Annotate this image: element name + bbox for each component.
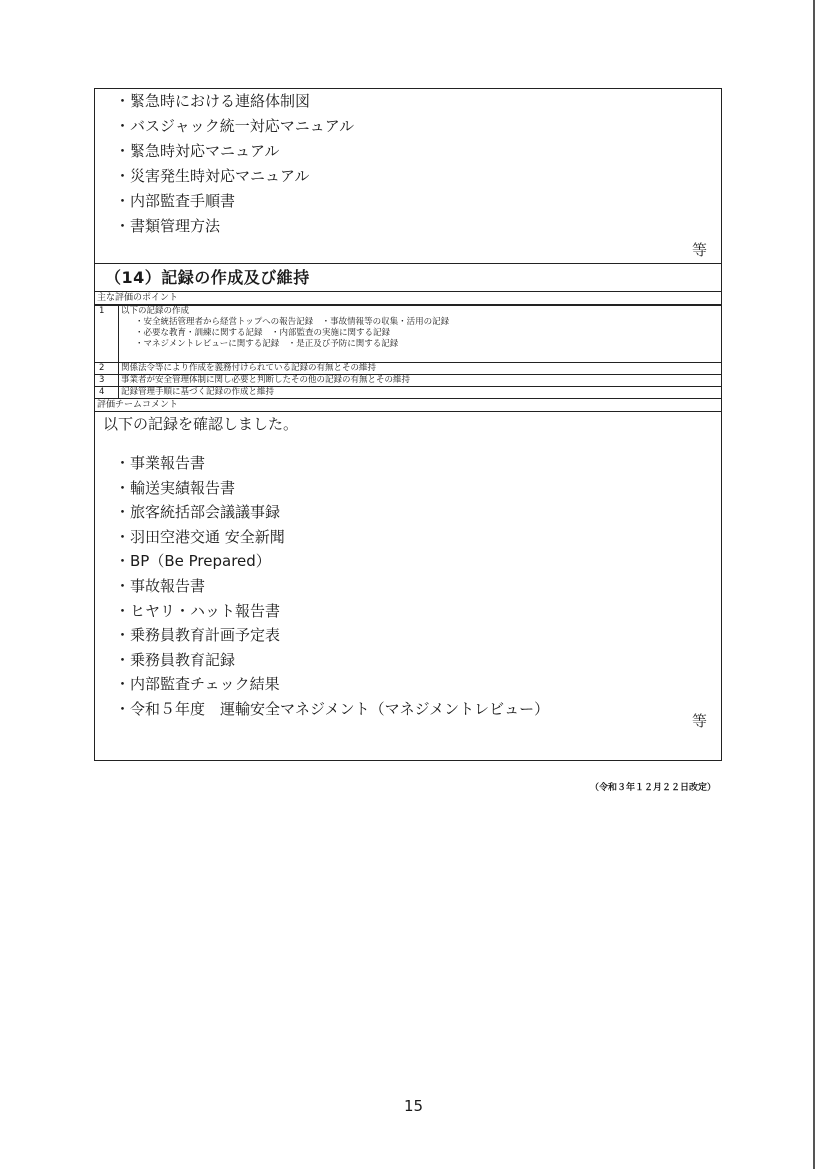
point-number: 1 [95,306,119,363]
document-list-box [94,88,722,264]
point-sub-line: ・安全統括管理者から経営トップへの報告記録 ・事故情報等の収集・活用の記録 [135,317,450,327]
list-item: ・ 緊急時における連絡体制図 [115,89,721,114]
list-item: ・ 事故報告書 [103,574,721,599]
document-sheet [94,88,722,761]
point-text: 事業者が安全管理体制に関し必要と判断したその他の記録の有無とその維持 [119,375,722,387]
list-item: ・ 書類管理方法 [115,214,721,239]
point-sub-line: ・必要な教育・訓練に関する記録 ・内部監査の実施に関する記録 [135,328,391,338]
list-item: ・ ヒヤリ・ハット報告書 [103,599,721,624]
point-sub-line: ・マネジメントレビューに関する記録 ・是正及び予防に関する記録 [135,339,399,349]
table-row [95,306,722,363]
list-item: ・ 内部監査チェック結果 [103,672,721,697]
etc-mark: 等 [691,241,707,259]
point-number: 3 [95,375,119,387]
points-label: 主な評価のポイント [94,292,722,305]
section-title: （14）記録の作成及び維持 [94,264,722,292]
page-edge-line [813,0,815,1169]
list-item: ・ 内部監査手順書 [115,189,721,214]
list-item: ・ 羽田空港交通 安全新聞 [103,525,721,550]
point-number: 4 [95,387,119,399]
revision-date: （令和３年１２月２２日改定） [589,783,716,793]
list-item: ・ 輸送実績報告書 [103,476,721,501]
page-number: 15 [403,1097,424,1115]
evaluation-points-table [94,305,722,399]
table-row [95,387,722,399]
comment-lead: 以下の記録を確認しました。 [103,415,299,433]
etc-mark: 等 [691,712,707,730]
table-row [95,375,722,387]
list-item: ・ 災害発生時対応マニュアル [115,164,721,189]
list-item: ・ 令和５年度 運輸安全マネジメント（マネジメントレビュー） [103,697,721,722]
point-text: 以下の記録の作成 [121,306,190,316]
list-item: ・ 旅客統括部会議議事録 [103,500,721,525]
list-item: ・ 事業報告書 [103,451,721,476]
comment-box [94,412,722,761]
list-item: ・ 乗務員教育計画予定表 [103,623,721,648]
point-number: 2 [95,363,119,375]
point-text: 関係法令等により作成を義務付けられている記録の有無とその維持 [119,363,722,375]
table-row [95,363,722,375]
point-text-cell [119,306,722,363]
list-item: ・ バスジャック統一対応マニュアル [115,114,721,139]
list-item: ・ 緊急時対応マニュアル [115,139,721,164]
list-item: ・ 乗務員教育記録 [103,648,721,673]
point-text: 記録管理手順に基づく記録の作成と維持 [119,387,722,399]
list-item: ・ BP（Be Prepared） [103,549,721,574]
comment-label: 評価チームコメント [94,399,722,412]
